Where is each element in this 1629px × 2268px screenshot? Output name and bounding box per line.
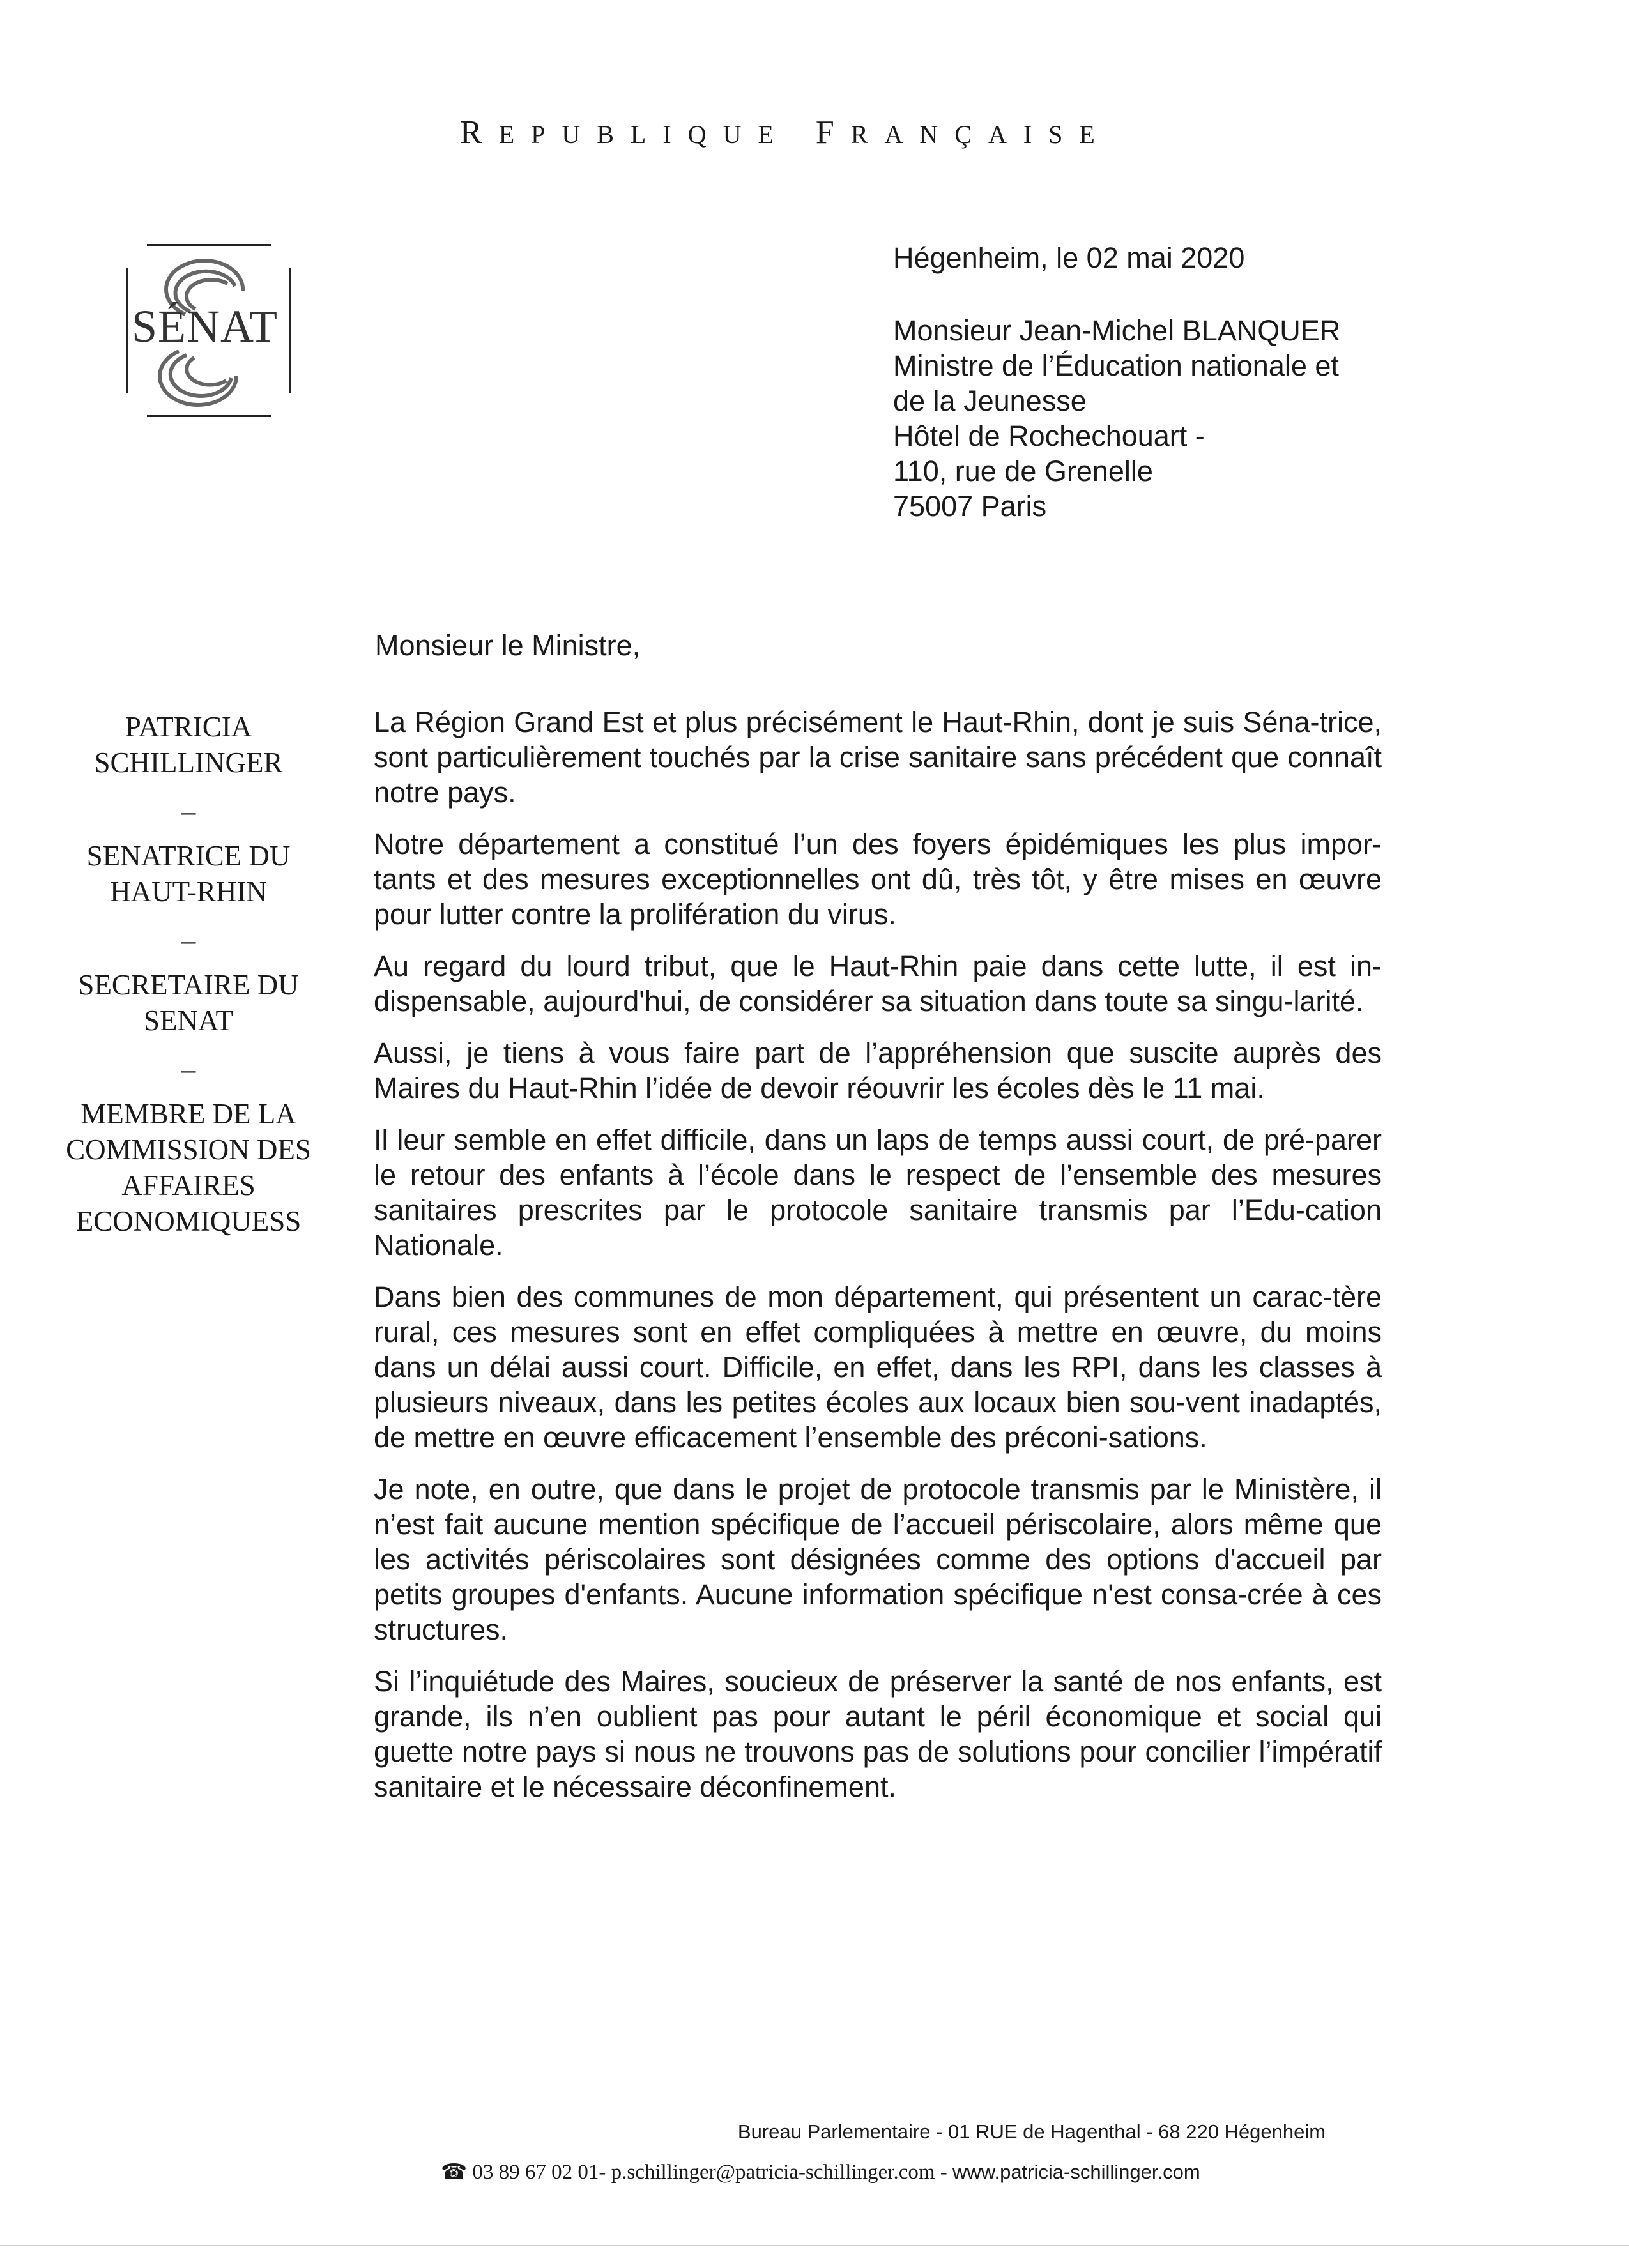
sidebar-separator: –	[181, 1053, 196, 1085]
body-paragraph: Si l’inquiétude des Maires, soucieux de préserver la santé de nos enfants, est grande, ils n’en oublient pas pour autant le péril économique et social qui guette notre pays si nous ne trouvons pas de solutions pour concilier l’impératif sanitaire et le nécessaire déconfinement.	[374, 1665, 1382, 1803]
footer-contact	[441, 2159, 1200, 2184]
salutation: Monsieur le Ministre,	[375, 629, 641, 662]
recipient-line: de la Jeunesse	[893, 384, 1087, 417]
recipient-line: Monsieur Jean-Michel BLANQUER	[893, 314, 1341, 347]
sender-role-line: SENATRICE DU	[86, 840, 291, 872]
body-paragraph: La Région Grand Est et plus précisément le Haut-Rhin, dont je suis Séna-trice, sont particulièrement touchés par la crise sanitaire sans précédent que connaît notre pays.	[374, 706, 1382, 809]
footer-address	[0, 2120, 1629, 2143]
sender-role-commission	[35, 1096, 342, 1239]
sender-role-line: ECONOMIQUESS	[75, 1205, 302, 1237]
sender-role-line: SECRETAIRE DU	[78, 969, 299, 1001]
header-cap-r: R	[460, 114, 499, 151]
logo-rule-bottom	[147, 415, 272, 417]
logo-rule-left	[126, 268, 128, 393]
sender-role-line: SENAT	[143, 1005, 233, 1037]
recipient-line: 110, rue de Grenelle	[893, 455, 1153, 487]
recipient-line: Hôtel de Rochechouart -	[893, 420, 1205, 452]
header-cap-f: F	[815, 114, 851, 151]
sender-role-secretaire	[35, 967, 342, 1039]
republique-francaise-header	[460, 114, 1112, 151]
letter-body	[374, 704, 1382, 1821]
sidebar-separator: –	[181, 924, 196, 956]
sender-sidebar	[35, 709, 342, 1257]
logo-rule-right	[289, 268, 291, 393]
letter-date: Hégenheim, le 02 mai 2020	[893, 241, 1245, 274]
body-paragraph: Notre département a constitué l’un des foyers épidémiques les plus impor-tants et des mesures exceptionnelles ont dû, très tôt, y être mises en œuvre pour lutter contre la prolifération du virus.	[374, 828, 1382, 931]
footer-email: p.schillinger@patricia-schillinger.com -	[611, 2161, 947, 2184]
body-paragraph: Il leur semble en effet difficile, dans un laps de temps aussi court, de pré-parer le retour des enfants à l’école dans le respect de l’ensemble des mesures sanitaires prescrites par le protocole sanitaire transmis par l’Edu-cation Nationale.	[374, 1123, 1382, 1261]
sender-role-line: AFFAIRES	[121, 1169, 256, 1201]
header-rest-republique: EPUBLIQUE	[498, 120, 790, 149]
header-rest-francaise: RANÇAISE	[850, 120, 1112, 149]
sender-role-line: MEMBRE DE LA	[80, 1098, 296, 1130]
footer-website: www.patricia-schillinger.com	[952, 2161, 1200, 2183]
sender-role-line: HAUT-RHIN	[110, 876, 267, 908]
recipient-line: Ministre de l’Éducation nationale et	[893, 349, 1339, 382]
logo-rule-top	[147, 244, 272, 246]
page-bottom-rule	[0, 2245, 1629, 2246]
recipient-line: 75007 Paris	[893, 490, 1047, 522]
sender-name-line: SCHILLINGER	[94, 747, 283, 779]
body-paragraph: Aussi, je tiens à vous faire part de l’appréhension que suscite auprès des Maires du Haut-Rhin l’idée de devoir réouvrir les écoles dès le 11 mai.	[374, 1037, 1382, 1104]
sidebar-separator: –	[181, 795, 196, 827]
recipient-address	[893, 313, 1340, 524]
phone-icon: ☎	[441, 2161, 468, 2184]
sender-role-line: COMMISSION DES	[66, 1134, 311, 1166]
senat-logo-text: SÉNAT	[132, 301, 279, 352]
sender-name-line: PATRICIA	[125, 711, 252, 743]
body-paragraph: Dans bien des communes de mon département, qui présentent un carac-tère rural, ces mesures sont en effet compliquées à mettre en œuvre, du moins dans un délai aussi court. Difficile, en effet, dans les RPI, dans les classes à plusieurs niveaux, dans les petites écoles aux locaux bien sou-vent inadaptés, de mettre en œuvre efficacement l’ensemble des préconi-sations.	[374, 1281, 1382, 1454]
sender-role-senatrice	[35, 838, 342, 909]
footer-phone: 03 89 67 02 01-	[472, 2161, 606, 2184]
sender-name	[35, 709, 342, 780]
footer-address-text: Bureau Parlementaire - 01 RUE de Hagenthal - 68 220 Hégenheim	[737, 2120, 1326, 2143]
body-paragraph: Je note, en outre, que dans le projet de protocole transmis par le Ministère, il n’est fait aucune mention spécifique de l’accueil périscolaire, alors même que les activités périscolaires sont désignées comme des options d'accueil par petits groupes d'enfants. Aucune information spécifique n'est consa-crée à ces structures.	[374, 1473, 1382, 1646]
body-paragraph: Au regard du lourd tribut, que le Haut-Rhin paie dans cette lutte, il est in-dispensable, aujourd'hui, de considérer sa situation dans toute sa singu-larité.	[374, 950, 1382, 1017]
